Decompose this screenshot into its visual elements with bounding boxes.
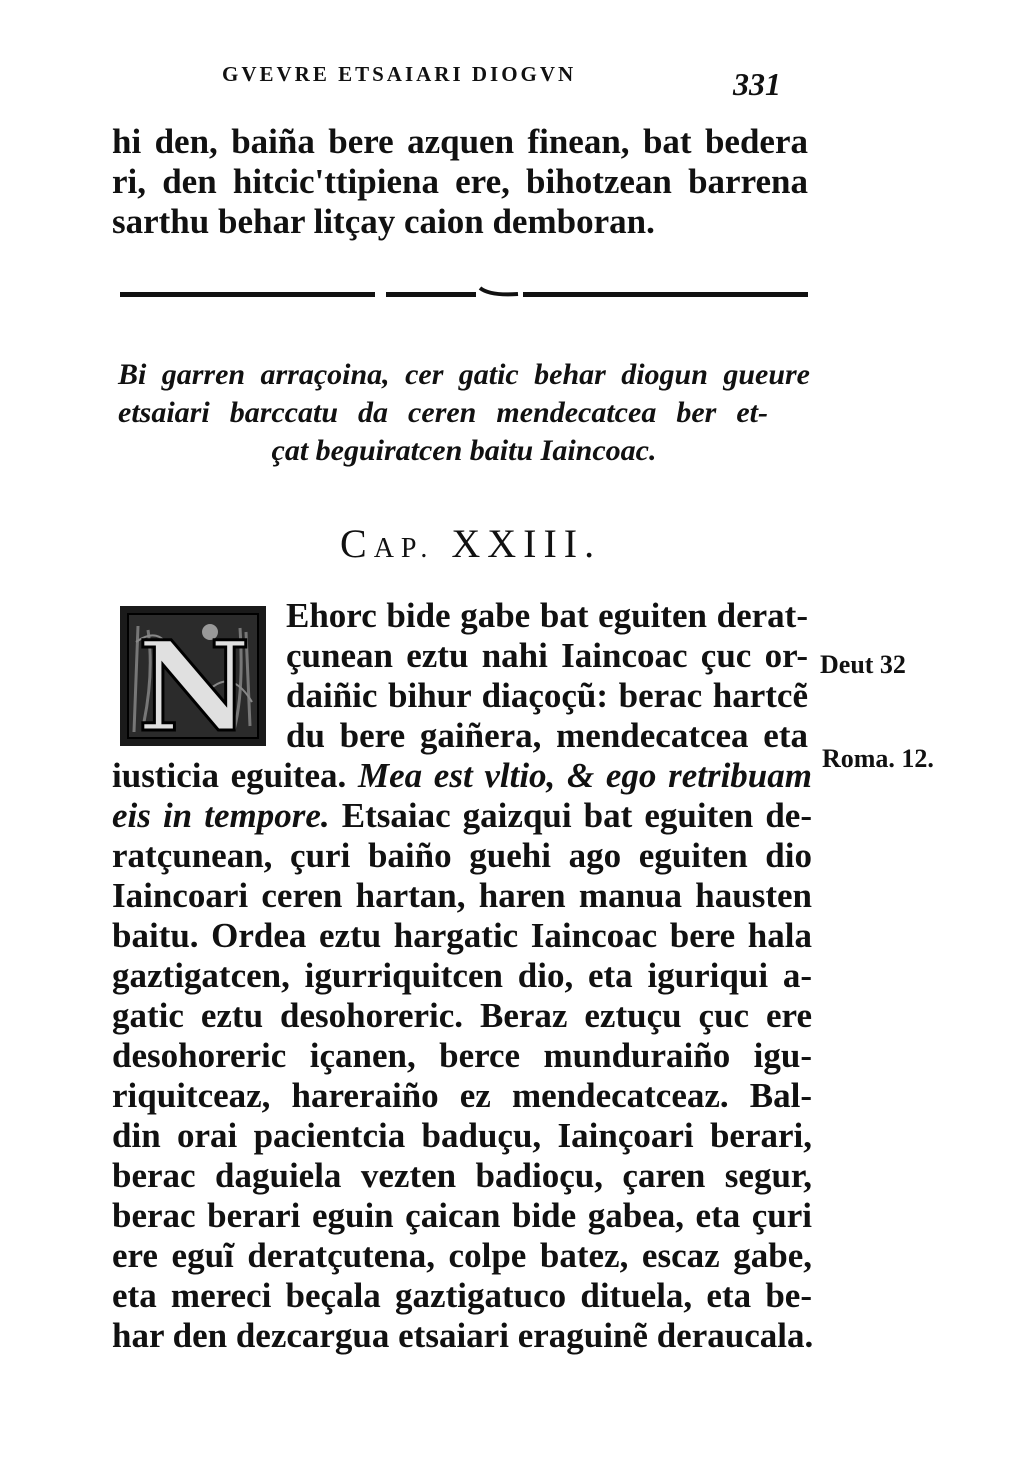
chapter-heading bbox=[340, 520, 601, 567]
text-line bbox=[112, 756, 812, 796]
text-line: sarthu behar litçay caion demboran. bbox=[112, 202, 655, 241]
text-line: baitu. Ordea eztu hargatic Iaincoac bere hala bbox=[112, 916, 812, 955]
drop-initial-letter: N bbox=[137, 615, 251, 750]
text-line: du bere gaiñera, mendecatcea eta bbox=[286, 716, 808, 755]
running-title: GVEVRE ETSAIARI DIOGVN bbox=[222, 62, 577, 86]
summary-line: çat beguiratcen baitu Iaincoac. bbox=[271, 434, 657, 467]
text-line: riquitceaz, hareraiño ez mendecatceaz. Bal- bbox=[112, 1076, 812, 1115]
text-line: Ehorc bide gabe bat eguiten derat- bbox=[286, 596, 808, 635]
text-line: desohoreric içanen, berce munduraiño igu- bbox=[112, 1036, 812, 1075]
text-line: har den dezcargua etsaiari eraguinẽ deraucala. bbox=[112, 1316, 814, 1355]
text-line: berac berari eguin çaican bide gabea, eta çuri bbox=[112, 1196, 812, 1235]
text-line: ere eguĩ deratçutena, colpe batez, escaz gabe, bbox=[112, 1236, 812, 1275]
margin-note: Roma. 12. bbox=[822, 744, 934, 773]
text-line: eta mereci beçala gaztigatuco dituela, eta be- bbox=[112, 1276, 812, 1315]
text-line: daiñic bihur diaçoçũ: berac hartcẽ bbox=[286, 676, 808, 715]
text-roman: Etsaiac gaizqui bat eguiten de- bbox=[341, 796, 812, 835]
text-line: din orai pacientcia baduçu, Iainçoari berari, bbox=[112, 1116, 812, 1155]
chapter-prefix-small: AP. bbox=[373, 533, 435, 564]
page-number: 331 bbox=[733, 66, 781, 102]
latin-quotation: eis in tempore. bbox=[112, 796, 330, 835]
text-line: Iaincoari ceren hartan, haren manua hausten bbox=[112, 876, 812, 915]
text-roman: iusticia eguitea. bbox=[112, 756, 347, 795]
text-line: hi den, baiña bere azquen finean, bat bedera bbox=[112, 122, 808, 161]
text-line: gaztigatcen, igurriquitcen dio, eta iguriqui a- bbox=[112, 956, 812, 995]
summary-line: etsaiari barccatu da ceren mendecatcea ber et- bbox=[118, 396, 768, 429]
text-line bbox=[112, 796, 812, 836]
text-line: ratçunean, çuri baiño guehi ago eguiten dio bbox=[112, 836, 812, 875]
ornamental-rule bbox=[118, 282, 810, 306]
text-line: çunean eztu nahi Iaincoac çuc or- bbox=[286, 636, 808, 675]
chapter-number: XXIII. bbox=[451, 521, 602, 566]
summary-line: Bi garren arraçoina, cer gatic behar diogun gueure bbox=[118, 358, 810, 391]
chapter-prefix: C bbox=[340, 521, 374, 566]
text-line: gatic eztu desohoreric. Beraz eztuçu çuc ere bbox=[112, 996, 812, 1035]
latin-quotation: Mea est vltio, & ego retribuam bbox=[357, 756, 812, 795]
text-line: berac daguiela vezten badioçu, çaren segur, bbox=[112, 1156, 812, 1195]
margin-note: Deut 32 bbox=[820, 650, 906, 679]
drop-initial bbox=[114, 602, 274, 750]
text-line: ri, den hitcic'ttipiena ere, bihotzean barrena bbox=[112, 162, 808, 201]
